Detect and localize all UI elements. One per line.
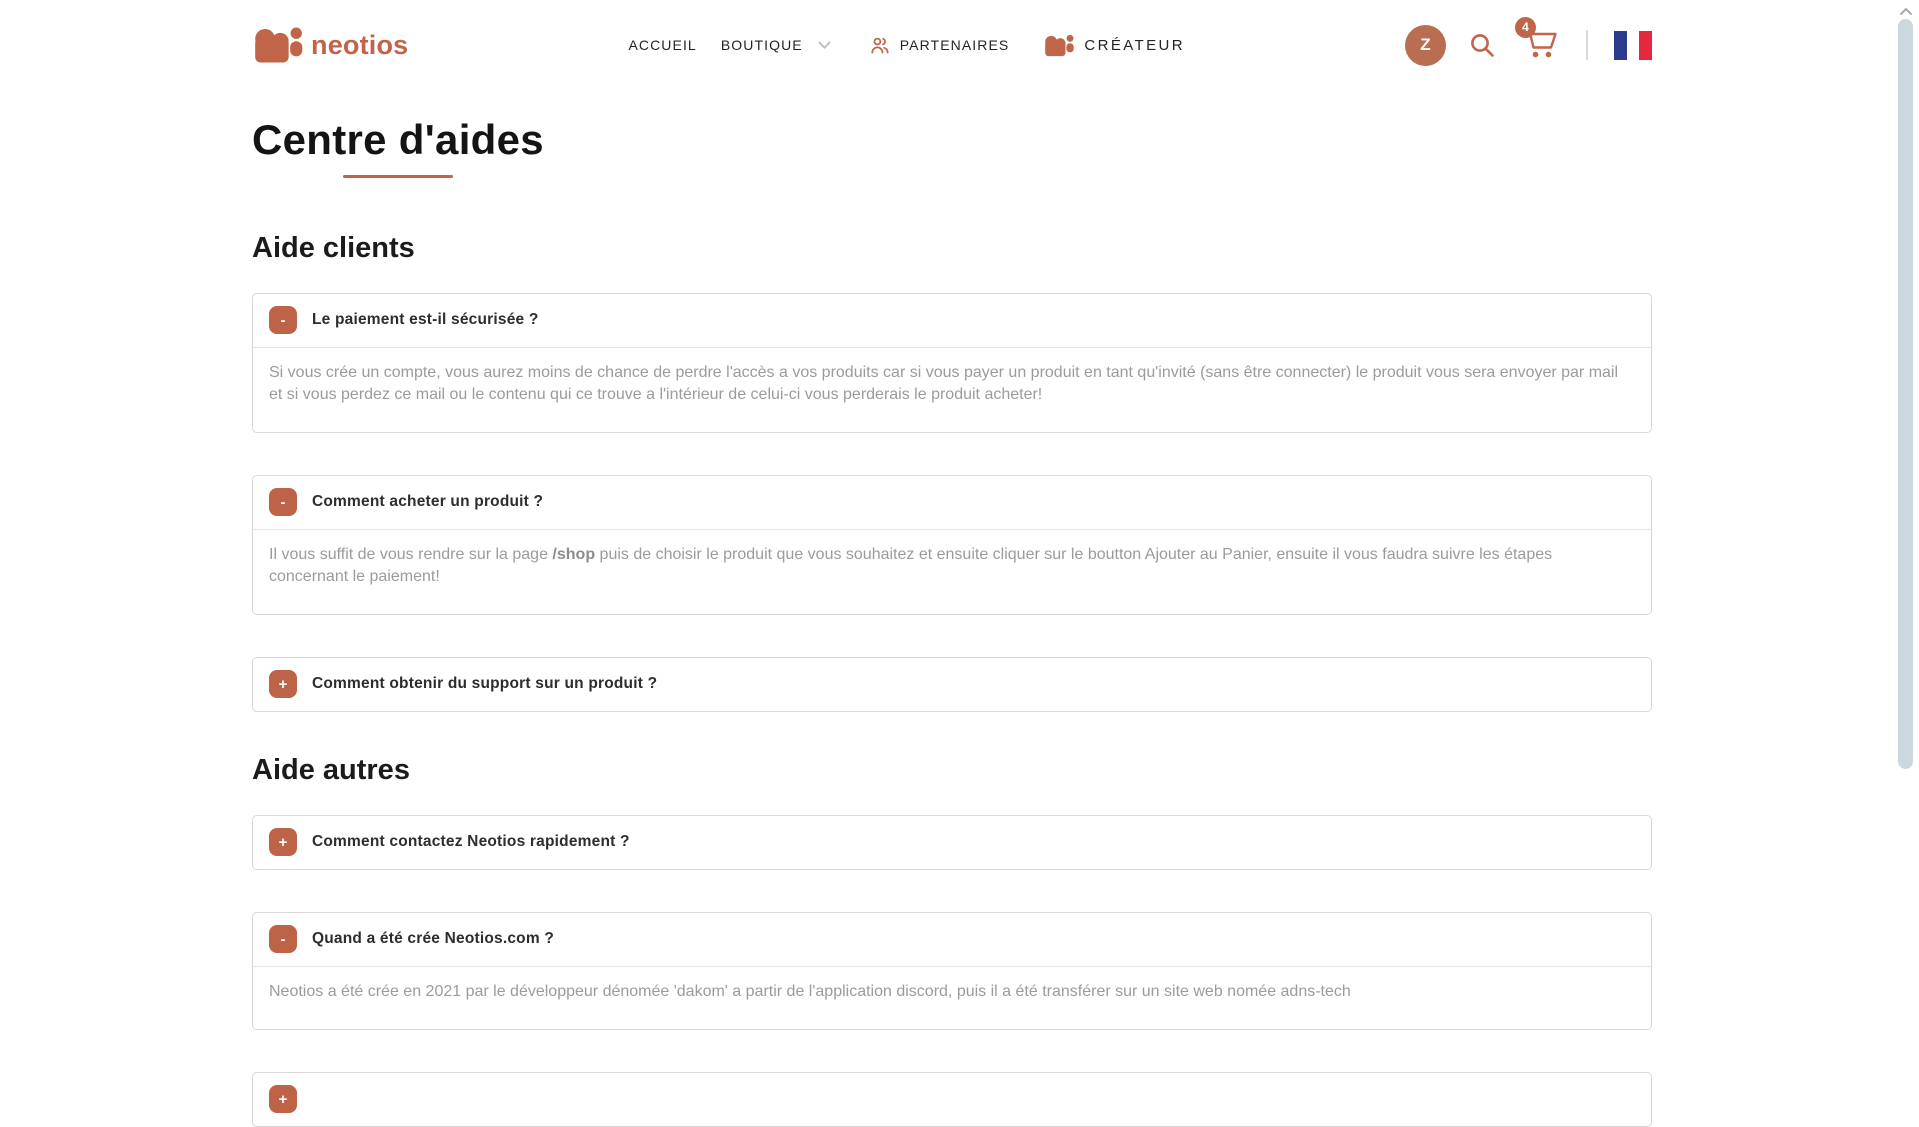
help-center-page [252, 90, 1652, 1127]
faq-answer-text: puis de choisir le produit que vous souhaitez et ensuite cliquer sur le boutton Ajouter au Panier, ensuite il vous faudra suivre les étapes concernant le paiement! [269, 546, 1553, 585]
user-avatar[interactable] [1405, 25, 1446, 66]
faq-card [252, 657, 1652, 712]
faq-header[interactable] [253, 476, 1651, 529]
nav-item-boutique[interactable] [721, 37, 831, 53]
faq-expand-button[interactable]: + [269, 670, 297, 698]
search-icon[interactable] [1468, 31, 1496, 59]
faq-answer: Si vous crée un compte, vous aurez moins de chance de perdre l'accès a vos produits car si vous payer un produit en tant qu'invité (sans être connecter) le produit vous sera envoyer par mail et si vous perdez ce mail ou le contenu qui ce trouve a l'intérieur de celui-ci vous perderais le produit acheter! [269, 364, 1619, 403]
faq-header[interactable] [253, 1073, 1651, 1126]
faq-card [252, 912, 1652, 1030]
faq-header[interactable] [253, 913, 1651, 966]
partners-icon [869, 35, 891, 56]
faq-question: Le paiement est-il sécurisée ? [312, 311, 539, 328]
france-flag-icon[interactable] [1614, 31, 1652, 60]
nav-boutique-label: BOUTIQUE [720, 37, 803, 53]
cart-count-badge [1515, 17, 1536, 38]
nav-partenaires-label: PARTENAIRES [899, 37, 1010, 53]
faq-answer-text: Il vous suffit de vous rendre sur la page [269, 546, 553, 563]
faq-expand-button[interactable]: + [269, 828, 297, 856]
flag-red-band [1639, 31, 1652, 60]
faq-question: Comment obtenir du support sur un produit ? [312, 675, 658, 692]
avatar-letter: Z [1420, 35, 1431, 54]
faq-question: Comment acheter un produit ? [312, 493, 544, 510]
flag-white-band [1627, 31, 1640, 60]
neotios-logo-mark-icon [252, 26, 304, 64]
neotios-logo[interactable] [252, 26, 408, 64]
faq-question: Comment contactez Neotios rapidement ? [312, 833, 630, 850]
logo-wordmark: neotios [311, 29, 409, 60]
faq-collapse-button[interactable]: - [269, 488, 297, 516]
faq-expand-button[interactable]: + [269, 1085, 297, 1113]
faq-header[interactable] [253, 816, 1651, 869]
faq-collapse-button[interactable]: - [269, 925, 297, 953]
faq-header[interactable] [253, 658, 1651, 711]
flag-blue-band [1614, 31, 1627, 60]
nav-createur-label: CRÉATEUR [1084, 36, 1185, 54]
faq-collapse-button[interactable]: - [269, 306, 297, 334]
site-header [0, 0, 1919, 90]
faq-card [252, 293, 1652, 433]
page-title-block [252, 116, 544, 178]
faq-answer [253, 530, 1651, 614]
nav-item-partenaires[interactable] [869, 35, 1010, 56]
faq-answer: Neotios a été crée en 2021 par le développeur dénomée 'dakom' a partir de l'application discord, puis il a été transférer sur un site web nomée adns-tech [269, 983, 1351, 1000]
faq-card [252, 815, 1652, 870]
neotios-mark-icon [1043, 34, 1075, 57]
scrollbar-thumb[interactable] [1898, 19, 1913, 769]
header-actions [1405, 20, 1652, 66]
faq-card [252, 475, 1652, 615]
faq-header[interactable] [253, 294, 1651, 347]
title-underline [343, 175, 453, 178]
faq-card-partial [252, 1072, 1652, 1127]
faq-question: Quand a été crée Neotios.com ? [312, 930, 555, 947]
section-heading-aide-clients: Aide clients [252, 232, 415, 264]
section-heading-aide-autres: Aide autres [252, 754, 410, 786]
faq-answer-bold-text: /shop [552, 546, 596, 563]
cart-count: 4 [1522, 20, 1529, 34]
header-divider [1586, 30, 1588, 60]
nav-item-createur[interactable] [1043, 34, 1185, 57]
main-nav [408, 34, 1405, 57]
chevron-down-icon [818, 41, 831, 50]
nav-accueil-label: ACCUEIL [628, 37, 697, 53]
page-scrollbar[interactable] [1893, 0, 1919, 1079]
page-title: Centre d'aides [252, 116, 544, 163]
cart-button[interactable] [1520, 20, 1560, 65]
nav-item-accueil[interactable] [628, 37, 696, 53]
